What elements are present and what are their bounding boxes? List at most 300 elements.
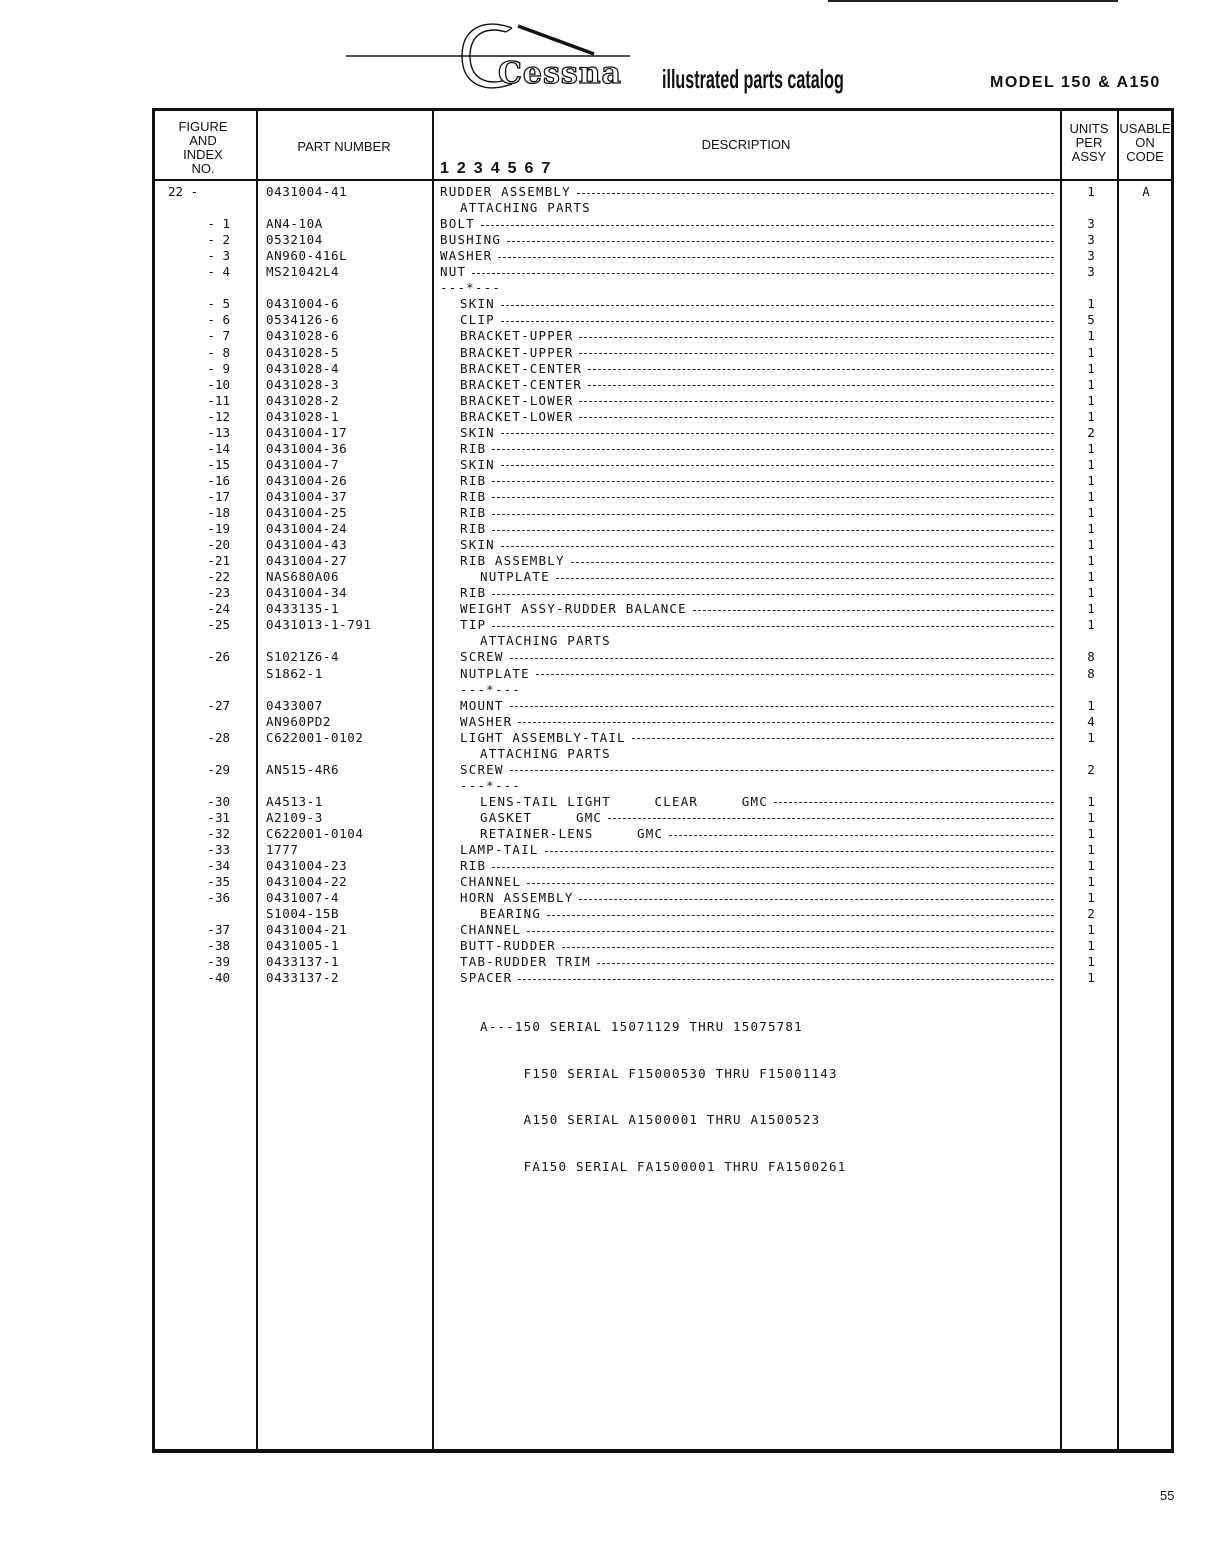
description-text: RIB xyxy=(460,521,487,537)
part-description xyxy=(460,296,1054,312)
index-number: -39 xyxy=(207,954,230,970)
description-text: SKIN xyxy=(460,537,495,553)
dash-leader xyxy=(492,514,1054,515)
header-line: ON xyxy=(1135,135,1155,150)
index-number: - 2 xyxy=(207,232,230,248)
index-number: -35 xyxy=(207,874,230,890)
index-number: -14 xyxy=(207,440,230,456)
dash-leader xyxy=(492,867,1054,868)
description-text: LAMP-TAIL xyxy=(460,842,539,858)
dash-leader xyxy=(507,241,1054,242)
part-description xyxy=(480,569,1054,585)
index-number: -33 xyxy=(207,842,230,858)
units-per-assy: 1 xyxy=(1087,842,1095,858)
part-number: 1777 xyxy=(266,842,299,858)
description-text: CHANNEL xyxy=(460,874,522,890)
part-description xyxy=(460,922,1054,938)
part-number: 0431028-5 xyxy=(266,344,340,360)
part-number: 0431004-22 xyxy=(266,874,348,890)
units-per-assy: 1 xyxy=(1087,601,1095,617)
description-text: BUSHING xyxy=(440,232,502,248)
index-number: -18 xyxy=(207,505,230,520)
units-per-assy: 1 xyxy=(1087,826,1095,841)
part-description xyxy=(460,312,1054,328)
part-description xyxy=(440,184,1054,200)
description-text: GASKET GMC xyxy=(480,809,603,825)
units-per-assy: 1 xyxy=(1087,392,1095,408)
units-per-assy: 1 xyxy=(1087,617,1095,633)
part-number: 0433135-1 xyxy=(266,601,340,617)
dash-leader xyxy=(492,497,1054,498)
description-text: RIB xyxy=(460,488,487,504)
index-number: -34 xyxy=(207,858,230,874)
part-number: 0431004-36 xyxy=(266,440,348,456)
units-per-assy: 1 xyxy=(1087,553,1095,569)
description-text: SCREW xyxy=(460,649,504,665)
part-number: NAS680A06 xyxy=(266,569,340,585)
description-text: NUT xyxy=(440,264,467,280)
description-text: RIB xyxy=(460,472,487,488)
index-number: -16 xyxy=(207,472,230,488)
dash-leader xyxy=(562,947,1054,948)
serial-notes xyxy=(480,988,846,1190)
units-per-assy: 1 xyxy=(1087,488,1095,504)
part-number: A2109-3 xyxy=(266,809,323,825)
part-description xyxy=(460,345,1054,361)
dash-leader xyxy=(579,899,1054,900)
dash-leader xyxy=(498,257,1054,258)
dash-leader xyxy=(669,835,1054,836)
description-text: BEARING xyxy=(480,906,542,922)
part-description xyxy=(460,938,1054,954)
dash-leader xyxy=(579,401,1054,402)
units-per-assy: 1 xyxy=(1087,858,1095,874)
index-number: -26 xyxy=(207,649,230,665)
description-text: ---*--- xyxy=(460,777,522,793)
part-number: A4513-1 xyxy=(266,793,323,809)
index-number: -22 xyxy=(207,569,230,585)
part-number: 0431004-7 xyxy=(266,456,340,472)
part-number: AN4-10A xyxy=(266,216,323,232)
description-text: TAB-RUDDER TRIM xyxy=(460,954,591,970)
index-number: -29 xyxy=(207,761,230,777)
part-number: 0431004-41 xyxy=(266,184,348,199)
units-per-assy: 8 xyxy=(1087,665,1095,681)
index-number: -40 xyxy=(207,970,230,986)
part-description xyxy=(440,248,1054,264)
units-per-assy: 1 xyxy=(1087,184,1095,199)
dash-leader xyxy=(545,851,1054,852)
description-text: SKIN xyxy=(460,296,495,312)
dash-leader xyxy=(527,931,1054,932)
description-text: HORN ASSEMBLY xyxy=(460,890,574,906)
part-description xyxy=(460,553,1054,569)
part-number: S1021Z6-4 xyxy=(266,649,340,665)
dash-leader xyxy=(547,915,1054,916)
part-description xyxy=(460,890,1054,906)
header-line: PER xyxy=(1075,135,1103,150)
top-rule xyxy=(828,0,1118,2)
column-divider xyxy=(1060,111,1062,1450)
part-description xyxy=(460,698,1054,714)
units-per-assy: 1 xyxy=(1087,440,1095,456)
part-description xyxy=(460,714,1054,730)
description-text: WEIGHT ASSY-RUDDER BALANCE xyxy=(460,601,687,617)
index-number: -11 xyxy=(207,392,230,408)
part-number: 0431028-2 xyxy=(266,392,340,408)
units-per-assy: 8 xyxy=(1087,649,1095,665)
part-description xyxy=(440,216,1054,232)
index-number: -38 xyxy=(207,938,230,954)
description-text: SKIN xyxy=(460,424,495,440)
part-description xyxy=(460,842,1054,858)
part-number: 0431004-21 xyxy=(266,922,348,938)
part-description xyxy=(480,810,1054,826)
part-number: 0433137-2 xyxy=(266,970,340,986)
description-text: RIB xyxy=(460,440,487,456)
description-text: MOUNT xyxy=(460,697,504,713)
header-line: UNITS xyxy=(1069,121,1109,136)
units-per-assy: 1 xyxy=(1087,729,1095,745)
index-number: -31 xyxy=(207,809,230,825)
column-divider xyxy=(256,111,258,1450)
units-per-assy: 1 xyxy=(1087,456,1095,472)
header-line: ASSY xyxy=(1071,149,1107,164)
description-text: LENS-TAIL LIGHT CLEAR GMC xyxy=(480,793,768,809)
description-text: WASHER xyxy=(460,713,513,729)
description-text: NUTPLATE xyxy=(460,665,530,681)
index-number: -25 xyxy=(207,617,230,633)
units-per-assy: 1 xyxy=(1087,954,1095,970)
part-description xyxy=(480,826,1054,842)
dash-leader xyxy=(518,979,1054,980)
description-text: ATTACHING PARTS xyxy=(480,633,611,649)
index-number: -37 xyxy=(207,922,230,938)
index-number: -21 xyxy=(207,553,230,569)
header-divider xyxy=(152,179,1174,181)
part-number: 0534126-6 xyxy=(266,312,340,328)
dash-leader xyxy=(693,610,1054,611)
description-text: RIB xyxy=(460,505,487,520)
dash-leader xyxy=(492,626,1054,627)
part-number: 0431028-4 xyxy=(266,360,340,376)
units-per-assy: 1 xyxy=(1087,793,1095,809)
part-description xyxy=(460,585,1054,601)
description-text: RIB xyxy=(460,858,487,874)
part-number: S1862-1 xyxy=(266,665,323,681)
part-number: AN960-416L xyxy=(266,248,348,264)
part-description xyxy=(460,730,1054,746)
description-text: BRACKET-CENTER xyxy=(460,360,583,376)
description-text: BOLT xyxy=(440,216,475,232)
index-number: -13 xyxy=(207,424,230,440)
part-number: S1004-15B xyxy=(266,906,340,922)
description-text: NUTPLATE xyxy=(480,569,550,585)
usable-on-code-header xyxy=(1119,122,1171,164)
part-number: 0431004-34 xyxy=(266,585,348,601)
index-number: 22 - xyxy=(168,184,199,199)
part-number: 0431004-27 xyxy=(266,553,348,569)
header-line: USABLE xyxy=(1119,121,1171,136)
part-description xyxy=(460,200,1054,216)
part-description xyxy=(460,778,1054,794)
dash-leader xyxy=(774,802,1054,803)
dash-leader xyxy=(588,369,1054,370)
part-description xyxy=(460,441,1054,457)
part-number: AN960PD2 xyxy=(266,713,332,729)
catalog-title: illustrated parts catalog xyxy=(662,64,844,94)
description-text: SCREW xyxy=(460,761,504,777)
part-number: 0431028-1 xyxy=(266,408,340,424)
part-number: 0431005-1 xyxy=(266,938,340,954)
page-number: 55 xyxy=(1160,1488,1175,1503)
part-description xyxy=(440,232,1054,248)
part-number: 0431007-4 xyxy=(266,890,340,906)
index-number: - 9 xyxy=(207,360,230,376)
index-number: -32 xyxy=(207,826,230,841)
units-per-assy: 2 xyxy=(1087,906,1095,922)
part-number: C622001-0104 xyxy=(266,826,364,841)
index-number: -19 xyxy=(207,521,230,537)
description-text: CHANNEL xyxy=(460,922,522,938)
dash-leader xyxy=(501,321,1054,322)
part-number: 0431028-3 xyxy=(266,376,340,392)
units-per-assy: 3 xyxy=(1087,232,1095,248)
column-divider xyxy=(432,111,434,1450)
dash-leader xyxy=(472,273,1054,274)
units-per-assy: 1 xyxy=(1087,472,1095,488)
header-line: NO. xyxy=(191,161,215,176)
units-per-assy: 1 xyxy=(1087,505,1095,520)
part-number: C622001-0102 xyxy=(266,729,364,745)
index-number: - 3 xyxy=(207,248,230,264)
description-text: RETAINER-LENS GMC xyxy=(480,826,664,841)
part-description xyxy=(460,649,1054,665)
part-number: MS21042L4 xyxy=(266,264,340,280)
figure-index-header xyxy=(160,120,246,176)
brand-wordmark: Cessna xyxy=(498,56,622,91)
units-per-assy: 1 xyxy=(1087,809,1095,825)
part-description xyxy=(480,633,1054,649)
part-description xyxy=(460,473,1054,489)
part-description xyxy=(460,537,1054,553)
part-description xyxy=(460,361,1054,377)
part-description xyxy=(460,682,1054,698)
dash-leader xyxy=(510,770,1054,771)
part-description xyxy=(460,874,1054,890)
index-number: - 7 xyxy=(207,328,230,344)
units-per-assy: 1 xyxy=(1087,296,1095,312)
dash-leader xyxy=(579,417,1054,418)
dash-leader xyxy=(501,433,1054,434)
part-description xyxy=(440,280,1054,296)
dash-leader xyxy=(481,225,1054,226)
indent-level-header: 1234567 xyxy=(440,160,559,177)
part-description xyxy=(460,521,1054,537)
description-text: SPACER xyxy=(460,970,513,986)
description-text: WASHER xyxy=(440,248,493,264)
part-description xyxy=(480,794,1054,810)
model-title: MODEL 150 & A150 xyxy=(990,74,1161,91)
dash-leader xyxy=(527,883,1054,884)
part-number: 0431004-17 xyxy=(266,424,348,440)
part-description xyxy=(460,505,1054,521)
units-per-assy: 1 xyxy=(1087,569,1095,585)
part-description xyxy=(460,601,1054,617)
units-per-assy: 4 xyxy=(1087,713,1095,729)
dash-leader xyxy=(571,562,1054,563)
part-description xyxy=(460,425,1054,441)
part-description xyxy=(460,489,1054,505)
units-per-assy: 1 xyxy=(1087,922,1095,938)
description-text: CLIP xyxy=(460,312,495,328)
index-number: -24 xyxy=(207,601,230,617)
dash-leader xyxy=(518,722,1054,723)
part-description xyxy=(460,457,1054,473)
dash-leader xyxy=(588,385,1054,386)
index-number: - 1 xyxy=(207,216,230,232)
description-text: BRACKET-UPPER xyxy=(460,344,574,360)
index-number: -36 xyxy=(207,890,230,906)
units-per-assy: 1 xyxy=(1087,344,1095,360)
part-description xyxy=(460,393,1054,409)
index-number: -28 xyxy=(207,729,230,745)
serial-note: A150 SERIAL A1500001 THRU A1500523 xyxy=(480,1112,821,1127)
part-description xyxy=(480,746,1054,762)
units-per-assy: 1 xyxy=(1087,376,1095,392)
units-per-assy-header xyxy=(1062,122,1116,164)
description-text: ATTACHING PARTS xyxy=(460,200,591,216)
part-number: 0431004-43 xyxy=(266,537,348,553)
dash-leader xyxy=(492,530,1054,531)
description-text: RIB ASSEMBLY xyxy=(460,553,565,569)
index-number: - 6 xyxy=(207,312,230,328)
part-number: AN515-4R6 xyxy=(266,761,340,777)
part-description xyxy=(440,264,1054,280)
index-number: -27 xyxy=(207,697,230,713)
dash-leader xyxy=(501,305,1054,306)
part-number: 0431004-37 xyxy=(266,488,348,504)
description-header: DESCRIPTION xyxy=(701,137,791,152)
header-line: CODE xyxy=(1126,149,1164,164)
units-per-assy: 2 xyxy=(1087,761,1095,777)
description-text: BUTT-RUDDER xyxy=(460,938,556,954)
units-per-assy: 5 xyxy=(1087,312,1095,328)
part-description xyxy=(460,666,1054,682)
serial-note: A---150 SERIAL 15071129 THRU 15075781 xyxy=(480,1019,803,1034)
units-per-assy: 1 xyxy=(1087,938,1095,954)
description-text: BRACKET-UPPER xyxy=(460,328,574,344)
part-number: 0433137-1 xyxy=(266,954,340,970)
units-per-assy: 1 xyxy=(1087,328,1095,344)
part-description xyxy=(460,970,1054,986)
units-per-assy: 1 xyxy=(1087,890,1095,906)
dash-leader xyxy=(577,193,1054,194)
part-description xyxy=(460,409,1054,425)
dash-leader xyxy=(608,818,1054,819)
dash-leader xyxy=(579,353,1054,354)
header-line: FIGURE xyxy=(178,119,228,134)
units-per-assy: 3 xyxy=(1087,248,1095,264)
dash-leader xyxy=(510,706,1054,707)
dash-leader xyxy=(579,337,1054,338)
part-description xyxy=(460,858,1054,874)
index-number: -30 xyxy=(207,793,230,809)
serial-note: F150 SERIAL F15000530 THRU F15001143 xyxy=(480,1065,838,1081)
index-number: -15 xyxy=(207,456,230,472)
part-description xyxy=(460,762,1054,778)
part-number: 0431013-1-791 xyxy=(266,617,372,633)
index-number: - 5 xyxy=(207,296,230,312)
part-number: 0431004-24 xyxy=(266,521,348,537)
part-number-header: PART NUMBER xyxy=(297,139,391,154)
part-number: 0431004-25 xyxy=(266,505,348,520)
index-number: - 4 xyxy=(207,264,230,280)
units-per-assy: 1 xyxy=(1087,537,1095,553)
description-text: BRACKET-LOWER xyxy=(460,408,574,424)
units-per-assy: 3 xyxy=(1087,264,1095,280)
description-text: RUDDER ASSEMBLY xyxy=(440,184,571,199)
dash-leader xyxy=(632,738,1054,739)
index-number: -12 xyxy=(207,408,230,424)
units-per-assy: 1 xyxy=(1087,585,1095,601)
description-text: ---*--- xyxy=(440,280,502,296)
units-per-assy: 1 xyxy=(1087,970,1095,986)
dash-leader xyxy=(492,449,1054,450)
units-per-assy: 1 xyxy=(1087,874,1095,890)
description-text: LIGHT ASSEMBLY-TAIL xyxy=(460,729,626,745)
part-number: 0431004-23 xyxy=(266,858,348,874)
description-text: BRACKET-LOWER xyxy=(460,392,574,408)
units-per-assy: 1 xyxy=(1087,360,1095,376)
units-per-assy: 1 xyxy=(1087,408,1095,424)
part-number: 0532104 xyxy=(266,232,323,248)
description-text: ATTACHING PARTS xyxy=(480,745,611,761)
dash-leader xyxy=(492,594,1054,595)
index-number: -20 xyxy=(207,537,230,553)
index-number: -23 xyxy=(207,585,230,601)
units-per-assy: 1 xyxy=(1087,697,1095,713)
part-number: 0433007 xyxy=(266,697,323,713)
units-per-assy: 3 xyxy=(1087,216,1095,232)
description-text: RIB xyxy=(460,585,487,601)
description-text: ---*--- xyxy=(460,681,522,697)
usable-on-code: A xyxy=(1142,184,1150,199)
dash-leader xyxy=(501,546,1054,547)
index-number: -10 xyxy=(207,376,230,392)
part-description xyxy=(460,617,1054,633)
description-text: BRACKET-CENTER xyxy=(460,376,583,392)
serial-note: FA150 SERIAL FA1500001 THRU FA1500261 xyxy=(480,1158,847,1174)
header-line: AND xyxy=(189,133,217,148)
dash-leader xyxy=(510,658,1054,659)
dash-leader xyxy=(597,963,1054,964)
part-number: 0431028-6 xyxy=(266,328,340,344)
dash-leader xyxy=(501,465,1054,466)
part-number: 0431004-26 xyxy=(266,472,348,488)
part-description xyxy=(460,328,1054,344)
part-number: 0431004-6 xyxy=(266,296,340,312)
dash-leader xyxy=(536,674,1054,675)
dash-leader xyxy=(556,578,1054,579)
part-description xyxy=(460,377,1054,393)
header-line: INDEX xyxy=(183,147,223,162)
index-number: -17 xyxy=(207,488,230,504)
units-per-assy: 2 xyxy=(1087,424,1095,440)
part-description xyxy=(460,954,1054,970)
description-text: SKIN xyxy=(460,456,495,472)
part-description xyxy=(480,906,1054,922)
